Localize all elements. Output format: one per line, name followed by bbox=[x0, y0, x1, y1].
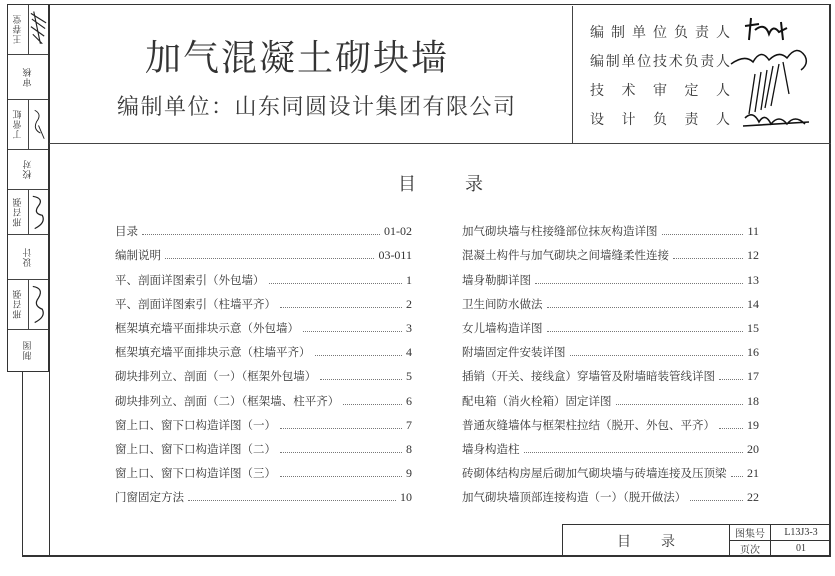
strip-cell-check bbox=[8, 150, 48, 190]
toc-entry[interactable]: 平、剖面详图索引（柱墙平齐） 2 bbox=[115, 296, 412, 311]
toc-entry[interactable]: 插销（开关、接线盒）穿墙管及附墙暗装管线详图 17 bbox=[462, 369, 759, 384]
sheet-name: 目录 bbox=[617, 533, 705, 550]
toc-right-column bbox=[462, 215, 759, 505]
toc-entry[interactable]: 配电箱（消火栓箱）固定详图 18 bbox=[462, 393, 759, 408]
toc-entry[interactable]: 平、剖面详图索引（外包墙） 1 bbox=[115, 272, 412, 287]
toc-entry[interactable]: 普通灰缝墙体与框架柱拉结（脱开、外包、平齐） 19 bbox=[462, 417, 759, 432]
toc-entry[interactable]: 墙身构造柱 20 bbox=[462, 441, 759, 456]
toc-entry[interactable]: 砌块排列立、剖面（二）（框架墙、柱平齐） 6 bbox=[115, 393, 412, 408]
strip-label: 丁常虹 bbox=[13, 109, 24, 140]
toc-entry[interactable]: 砖砌体结构房屋后砌加气砌块墙与砖墙连接及压顶梁 21 bbox=[462, 466, 759, 481]
toc-entry[interactable]: 窗上口、窗下口构造详图（一） 7 bbox=[115, 417, 412, 432]
compiling-unit: 编制单位：山东同圆设计集团有限公司 bbox=[117, 95, 517, 120]
strip-label: 制图 bbox=[23, 340, 34, 361]
strip-cell-reviewer-name bbox=[8, 5, 48, 55]
toc-entry[interactable]: 框架填充墙平面排块示意（柱墙平齐） 4 bbox=[115, 345, 412, 360]
toc-left-column bbox=[115, 215, 412, 505]
toc-entry[interactable]: 墙身勒脚详图 13 bbox=[462, 272, 759, 287]
strip-cell-review bbox=[8, 55, 48, 100]
role-unit-head: 编 制 单 位 负 责 人 bbox=[590, 25, 730, 41]
signature-icon bbox=[28, 190, 48, 234]
toc-entry[interactable]: 附墙固定件安装详图 16 bbox=[462, 345, 759, 360]
toc-entry[interactable]: 目录 01-02 bbox=[115, 224, 412, 239]
role-technical-approver: 技 术 审 定 人 bbox=[590, 83, 730, 99]
strip-label: 王春堂 bbox=[13, 14, 24, 45]
strip-label: 审核 bbox=[23, 67, 34, 87]
header-vertical-divider bbox=[572, 6, 573, 143]
toc-entry[interactable]: 框架填充墙平面排块示意（外包墙） 3 bbox=[115, 320, 412, 335]
toc-entry[interactable]: 砌块排列立、剖面（一）（框架外包墙） 5 bbox=[115, 369, 412, 384]
signature-strip bbox=[7, 4, 49, 372]
signature-icon bbox=[28, 100, 48, 149]
frame-border-top bbox=[49, 4, 831, 5]
toc-entry[interactable]: 编制说明 03-011 bbox=[115, 248, 412, 263]
toc-heading-right: 录 bbox=[465, 174, 483, 195]
strip-cell-designer-name bbox=[8, 190, 48, 235]
header-divider bbox=[49, 143, 831, 144]
toc-entry[interactable]: 加气砌块墙与柱接缝部位抹灰构造详图 11 bbox=[462, 224, 759, 239]
frame-border-left bbox=[49, 4, 50, 556]
role-design-head: 设 计 负 责 人 bbox=[590, 112, 730, 128]
strip-cell-design bbox=[8, 235, 48, 280]
page-number-value: 01 bbox=[770, 541, 831, 557]
strip-label: 邢召强 bbox=[13, 197, 24, 227]
responsible-persons bbox=[590, 22, 730, 138]
strip-label: 邢召强 bbox=[13, 289, 24, 320]
atlas-title: 加气混凝土砌块墙 bbox=[145, 38, 450, 79]
strip-cell-drafting bbox=[8, 330, 48, 371]
strip-label: 校对 bbox=[23, 159, 34, 180]
signatures-icon bbox=[725, 14, 825, 134]
toc-entry[interactable]: 窗上口、窗下口构造详图（三） 9 bbox=[115, 466, 412, 481]
toc-heading-left: 目 bbox=[398, 174, 416, 195]
toc-entry[interactable]: 门窗固定方法 10 bbox=[115, 490, 412, 505]
role-technical-head: 编 制 单 位 技 术 负 责 人 bbox=[590, 54, 730, 70]
toc-entry[interactable]: 窗上口、窗下口构造详图（二） 8 bbox=[115, 441, 412, 456]
toc-entry[interactable]: 混凝土构件与加气砌块之间墙缝柔性连接 12 bbox=[462, 248, 759, 263]
page-number-label: 页次 bbox=[729, 541, 770, 557]
atlas-number-label: 图集号 bbox=[729, 525, 770, 541]
toc-entry[interactable]: 女儿墙构造详图 15 bbox=[462, 320, 759, 335]
strip-cell-checker-name bbox=[8, 100, 48, 150]
title-block bbox=[562, 524, 830, 556]
toc-entry[interactable]: 加气砌块墙顶部连接构造（一）（脱开做法） 22 bbox=[462, 490, 759, 505]
binding-margin-line bbox=[22, 372, 23, 556]
frame-border-right bbox=[829, 4, 831, 556]
signature-icon bbox=[28, 280, 48, 329]
atlas-number-value: L13J3-3 bbox=[770, 525, 831, 541]
signature-icon bbox=[28, 5, 48, 54]
strip-cell-drafter-name bbox=[8, 280, 48, 330]
strip-label: 设计 bbox=[23, 247, 34, 267]
toc-entry[interactable]: 卫生间防水做法 14 bbox=[462, 296, 759, 311]
